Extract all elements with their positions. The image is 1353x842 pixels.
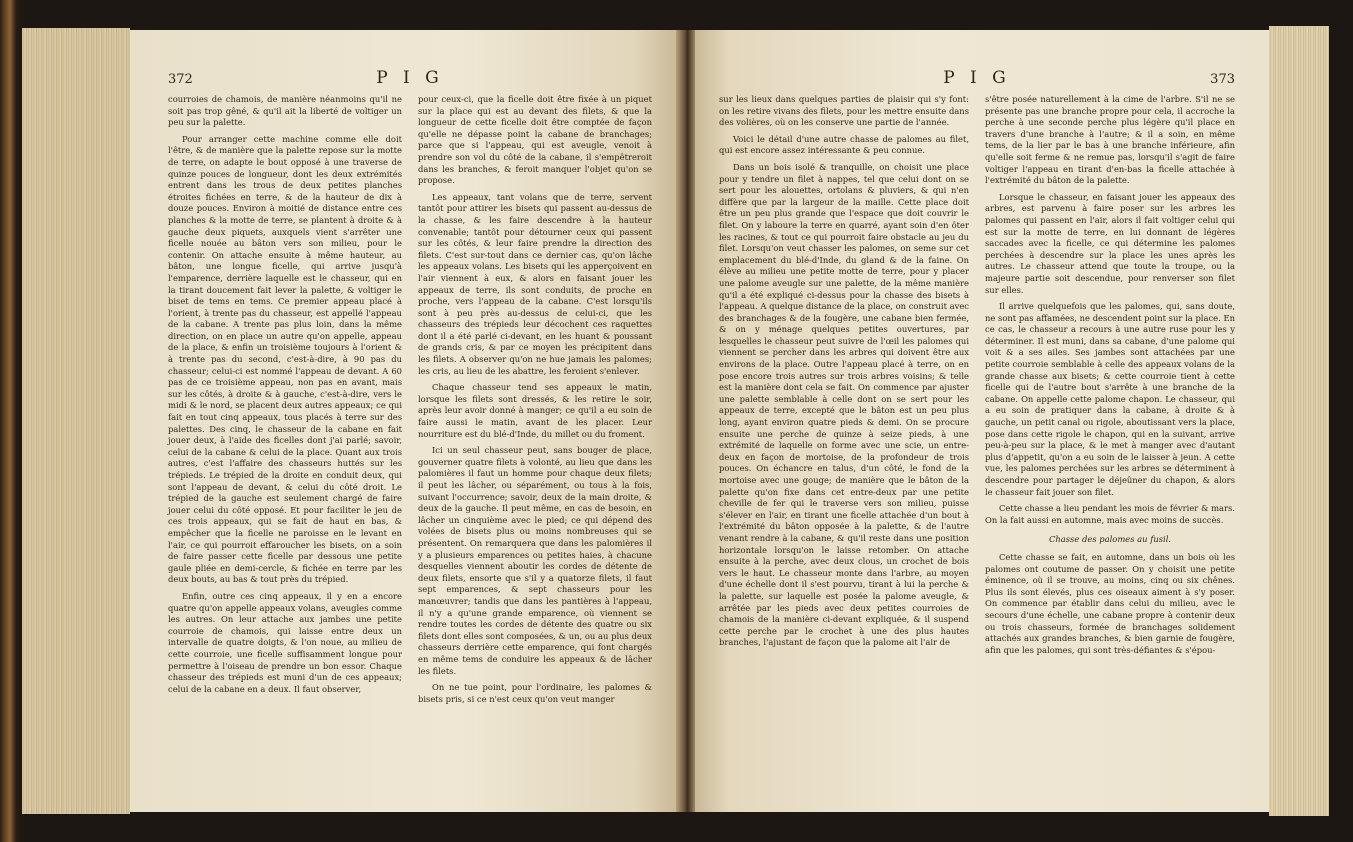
paragraph: Pour arranger cette machine comme elle doit l'être, & de manière que la palette repose sur la motte de terre, on adapte le bout opposé à une traverse de quinze pouces de longueur, dont les deux extrémités entrent dans les trous de deux petites planches étroites fichées en terre, & de la hauteur de dix à douze pouces. Environ à moitié de distance entre ces planches & la motte de terre, se plantent à droite & à gauche deux piquets, auxquels vient s'arrêter une ficelle nouée au bâton vers son milieu, pour le contenir. On attache ensuite à même hauteur, au bâton, une longue ficelle, qui arrive jusqu'à l'emparence, derrière laquelle est le chasseur, qui en la tirant doucement fait lever la palette, & voltiger le biset de tems en tems. Ce premier appeau placé à l'orient, à trente pas du chasseur, est appellé l'appeau de la cabane. A trente pas plus loin, dans la même direction, on en place un autre qu'on appelle, appeau de la place, & enfin un troisième toujours à l'orient & à trente pas du second, c'est-à-dire, à 90 pas du chasseur; celui-ci est nommé l'appeau de devant. A 60 pas de ce troisième appeau, non pas en avant, mais sur les côtés, à droite & à gauche, c'est-à-dire, vers le midi & le nord, se placent deux autres appeaux; ce qui fait en tout cinq appeaux, tous placés à terre sur des palettes. Des cinq, le chasseur de la cabane en fait jouer deux, à l'aide des ficelles dont j'ai parlé; savoir, celui de la cabane & celui de la place. Quant aux trois autres, c'est l'affaire des chasseurs huttés sur les trépieds. Le trépied de la droite en conduit deux, qui sont l'appeau de devant, & celui du côté droit. Le trépied de la gauche est seulement chargé de faire jouer celui du côté opposé. Et pour faciliter le jeu de ces trois appeaux, qui se fait de haut en bas, & empêcher que la ficelle ne paroisse en le levant en l'air, ce qui pourroit effaroucher les bisets, on a soin de faire passer cette ficelle par dessous une petite gaule pliée en demi-cercle, & fichée en terre par les deux bouts, au bas & tout près du trépied. [168,133,402,585]
paragraph: Ici un seul chasseur peut, sans bouger de place, gouverner quatre filets à volonté, au lieu que dans les palomières il faut un homme pour chaque deux filets; il peut les lâcher, ou séparément, ou tous à la fois, suivant l'occurrence; savoir, deux de la main droite, & deux de la gauche. Il peut même, en cas de besoin, en lâcher un cinquième avec le pied; ce qui dépend des volées de bisets plus ou moins nombreuses qui se présentent. On remarquera que dans les palomières il y a plusieurs emparences ou petites haies, à chacune desquelles viennent aboutir les cordes de détente de deux filets, ensorte que s'il y a quatorze filets, il faut sept emparences, & sept chasseurs pour les manœuvrer; tandis que dans les pantières à l'appeau, il n'y a qu'une grande emparence, où viennent se rendre toutes les cordes de détente des quatre ou six filets dont elles sont composées, & un, ou au plus deux chasseurs derrière cette emparence, qui font chargés en même tems de conduire les appeaux & de lâcher les filets. [418,445,652,676]
right-page-edges [1269,26,1329,816]
left-page-columns [168,94,652,710]
paragraph: Enfin, outre ces cinq appeaux, il y en a encore quatre qu'on appelle appeaux volans, aveugles comme les autres. On leur attache aux jambes une petite courroie de chamois, qui laisse entre deux un intervalle de quatre doigts, & l'on noue, au milieu de cette courroie, une ficelle suffisamment longue pour permettre à l'oiseau de prendre un bon essor. Chaque chasseur des trépieds est muni d'un de ces appeaux; celui de la cabane en a deux. Il faut observer, [168,590,402,694]
paragraph: Dans un bois isolé & tranquille, on choisit une place pour y tendre un filet à nappes, tel que celui dont on se sert pour les alouettes, ortolans & pluviers, & qui n'en diffère que par la largeur de la maille. Cette place doit être un peu plus grande que l'espace que doit couvrir le filet. On y laboure la terre en quarré, ayant soin d'en ôter les racines, & tout ce qui pourroit faire obstacle au jeu du filet. Lorsqu'on veut chasser les palomes, on seme sur cet emplacement du blé-d'Inde, du gland & de la faine. On élève au milieu une petite motte de terre, pour y placer une palome aveugle sur une palette, de la même manière qu'il a été expliqué ci-dessus pour la chasse des bisets à l'appeau. A quelque distance de la place, on construit avec des branchages & de la fougère, une cabane bien fermée, & on y ménage quelques petites ouvertures, par lesquelles le chasseur peut suivre de l'œil les palomes qui viennent se percher dans les arbres qui doivent être aux environs de la place. Outre l'appeau placé à terre, on en pose encore trois autres sur trois arbres voisins; & telle est la manière dont cela se fait. On commence par ajuster une palette semblable à celle dont on se sert pour les appeaux de terre, excepté que le bâton est un peu plus long, ayant environ quatre pieds & demi. On se procure ensuite une perche de quinze à seize pieds, à une extrémité de laquelle on forme avec une scie, un entre-deux en façon de mortoise, de la profondeur de trois pouces. On échancre en talus, d'un côté, le fond de la mortoise avec une gouge; de manière que le bâton de la palette qu'on fixe dans cet entre-deux par une petite cheville de fer qui le traverse vers son milieu, puisse s'élever en l'air, en tirant une ficelle attachée d'un bout à l'extrémité du bâton opposée à la palette, & de l'autre venant rendre à la cabane, & qu'il reste dans une position horizontale lorsqu'on le laisse retomber. On attache ensuite à la perche, avec deux clous, un crochet de bois vers le haut. Le chasseur monte dans l'arbre, au moyen d'une échelle dont il s'est pourvu, tirant à lui la perche & la palette, sur laquelle est posée la palome aveugle, & arrêtée par les pieds avec deux petites courroies de chamois de la manière ci-devant expliquée, & il suspend cette perche par le crochet à une des plus hautes branches, l'ajustant de façon que la palome ait l'air de [719,161,969,648]
paragraph: courroies de chamois, de manière néanmoins qu'il ne soit pas trop gêné, & qu'il ait la liberté de voltiger un peu sur la palette. [168,94,402,128]
right-page-number: 373 [1210,72,1235,87]
left-column-1 [168,94,402,710]
right-page-columns [719,94,1235,661]
paragraph: Chaque chasseur tend ses appeaux le matin, lorsque les filets sont dressés, & les retire le soir, après leur avoir donné à manger; ce qu'il a eu soin de faire aussi le matin, avant de les placer. Leur nourriture est du blé-d'Inde, du millet ou du froment. [418,382,652,439]
left-page-edges [22,28,130,814]
right-page [695,30,1269,812]
right-page-header [719,68,1235,88]
paragraph: Cette chasse se fait, en automne, dans un bois où les palomes ont coutume de passer. On y choisit une petite éminence, où il se trouve, au moins, cinq ou six chênes. Plus ils sont élevés, plus ces oiseaux aiment à s'y poser. On commence par établir dans celui du milieu, avec le secours d'une échelle, une cabane propre à contenir deux ou trois chasseurs, formée de branchages solidement attachés aux grandes branches, & bien garnie de fougère, afin que les palomes, qui sont très-défiantes & s'épou- [985,551,1235,655]
paragraph: Voici le détail d'une autre chasse de palomes au filet, qui est encore assez intéressante & peu connue. [719,133,969,156]
paragraph: Les appeaux, tant volans que de terre, servent tantôt pour attirer les bisets qui passent au-dessus de la chasse, & les faire descendre à la hauteur convenable; tantôt pour détourner ceux qui passent sur les côtés, & leur faire prendre la direction des filets. C'est sur-tout dans ce dernier cas, qu'on lâche les appeaux volans. Les bisets qui les apperçoivent en l'air viennent à eux, & alors en faisant jouer les appeaux de terre, ils sont conduits, de proche en proche, vers l'appeau de la cabane. C'est lorsqu'ils sont à peu près au-dessus de celui-ci, que les chasseurs des trépieds leur décochent ces raquettes dont il a été parlé ci-devant, en les huant & poussant de grands cris, & par ce moyen les précipitent dans les filets. A observer qu'on ne hue jamais les palomes; les cris, au lieu de les abattre, les feroient s'enlever. [418,191,652,376]
paragraph: Cette chasse a lieu pendant les mois de février & mars. On la fait aussi en automne, mais avec moins de succès. [985,503,1235,525]
paragraph: s'être posée naturellement à la cime de l'arbre. S'il ne se présente pas une branche propre pour cela, il accroche la perche à une seconde perche plus légère qu'il place en travers d'une branche à l'autre; & il a soin, en même tems, de la lier par le bas à une branche inférieure, afin qu'elle soit ferme & ne remue pas, lorsqu'il s'agit de faire voltiger l'appeau en tirant d'en-bas la ficelle attachée à l'extrémité du bâton de la palette. [985,94,1235,186]
paragraph: pour ceux-ci, que la ficelle doit être fixée à un piquet sur la place qui est au devant des filets, & que la longueur de cette ficelle doit être comptée de façon qu'elle ne dépasse point la cabane de branchages; parce que si l'appeau, qui est aveugle, venoit à prendre son vol du côté de la cabane, il s'empêtreroit dans les branches, & feroit manquer l'objet qu'on se propose. [418,94,652,186]
right-column-2 [985,94,1235,661]
paragraph: Il arrive quelquefois que les palomes, qui, sans doute, ne sont pas affamées, ne descendent point sur la place. En ce cas, le chasseur a recours à une autre ruse pour les y déterminer. Il est muni, dans sa cabane, d'une palome qui voit & a ses ailes. Ses jambes sont attachées par une petite courroie semblable à celle des appeaux volans de la grande chasse aux bisets; & cette courroie tient à cette ficelle qui de l'autre bout s'arrête à une branche de la cabane. On appelle cette palome chapon. Le chasseur, qui a eu soin de pratiquer dans la cabane, à droite & à gauche, un petit canal ou rigole, aboutissant vers la place, pose dans cette rigole le chapon, qui en la suivant, arrive peu-à-peu sur la place, & le met à manger avec d'autant plus d'appetit, qu'on a eu soin de le laisser à jeun. A cette vue, les palomes perchées sur les arbres se déterminent à descendre pour partager le déjeûner du chapon, & alors le chasseur fait jouer son filet. [985,301,1235,497]
right-running-title: P I G [943,68,1011,88]
left-page [130,30,678,812]
section-heading: Chasse des palomes au fusil. [1048,534,1172,545]
paragraph: On ne tue point, pour l'ordinaire, les palomes & bisets pris, si ce n'est ceux qu'on veut manger [418,682,652,704]
paragraph: Lorsque le chasseur, en faisant jouer les appeaux des arbres, est parvenu à faire poser sur les arbres les palomes qui passent en l'air, alors il fait voltiger celui qui est sur la motte de terre, en lui donnant de légères saccades avec la ficelle, ce qui détermine les palomes perchées à descendre sur la place les unes après les autres. Le chasseur attend que toute la troupe, ou la majeure partie soit descendue, pour renverser son filet sur elles. [985,191,1235,295]
left-page-header [168,68,652,88]
paragraph: sur les lieux dans quelques parties de plaisir qui s'y font: on les retire vivans des filets, pour les mettre ensuite dans des volières, où on les conserve une partie de l'année. [719,94,969,128]
book-gutter [676,30,697,812]
left-running-title: P I G [376,68,444,88]
left-page-number: 372 [168,72,193,87]
left-column-2 [418,94,652,710]
right-column-1 [719,94,969,661]
